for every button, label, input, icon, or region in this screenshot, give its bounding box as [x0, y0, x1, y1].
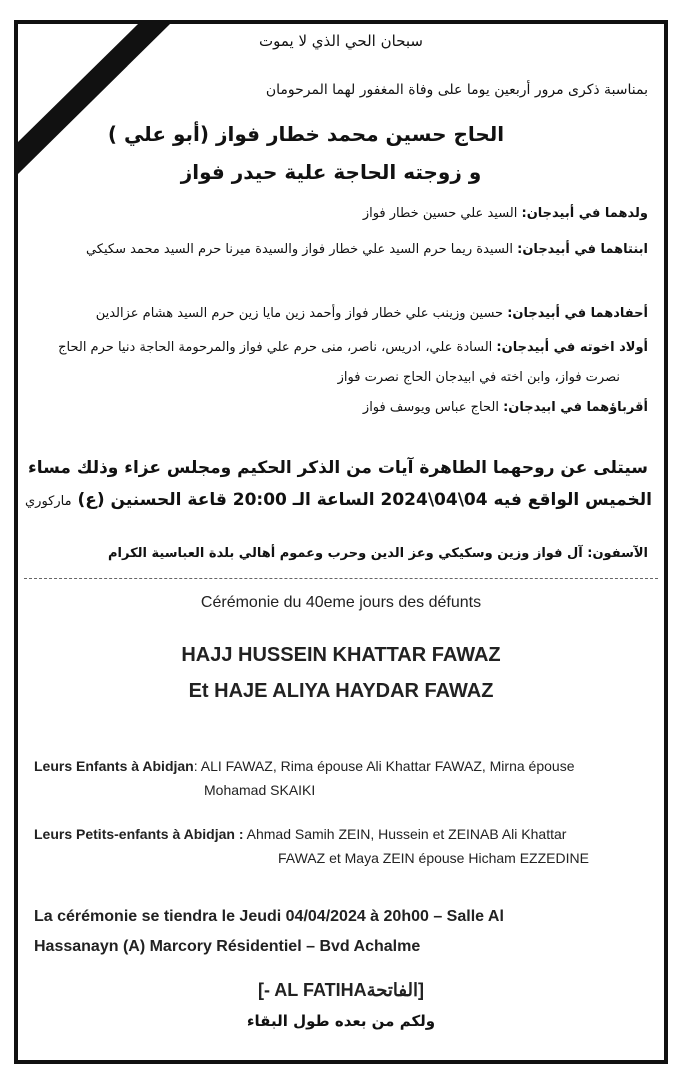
siblings-children-line-2: نصرت فواز، وابن اخته في ابيدجان الحاج نصرت فواز [337, 370, 620, 385]
fr-children-label: Leurs Enfants à Abidjan [34, 758, 194, 774]
fr-heading: Cérémonie du 40eme jours des défunts [200, 594, 482, 611]
mourners-text: آل فواز وزين وسكيكي وعز الدين وحرب وعموم أهالي بلدة العباسية الكرام [108, 546, 588, 561]
ceremony-details: الخميس الواقع فيه 04\04\2024 الساعة الـ 20:00 قاعة الحسنين (ع) [77, 490, 652, 510]
fr-name-1: HAJJ HUSSEIN KHATTAR FAWAZ [181, 644, 501, 666]
fr-ceremony-2: Hassanayn (A) Marcory Résidentiel – Bvd Achalme [34, 938, 421, 955]
fr-grandchildren-text-2: FAWAZ et Maya ZEIN épouse Hicham EZZEDINE [278, 850, 589, 866]
relatives-text: الحاج عباس ويوسف فواز [362, 400, 504, 415]
son-text: السيد علي حسين خطار فواز [362, 206, 522, 221]
deceased-name-1: الحاج حسين محمد خطار فواز (أبو علي ) [107, 122, 505, 146]
fatiha: [- AL FATIHAالفاتحة] [257, 980, 424, 1000]
relatives-line [34, 400, 648, 415]
section-separator [24, 578, 658, 579]
mourners-line [34, 546, 648, 561]
grandchildren-label: أحفادهما في أبيدجان: [507, 306, 648, 321]
fr-children-text-1: : ALI FAWAZ, Rima épouse Ali Khattar FAWAZ, Mirna épouse [193, 758, 575, 774]
ceremony-line-1: سيتلى عن روحهما الطاهرة آيات من الذكر الحكيم ومجلس عزاء وذلك مساء [28, 458, 648, 478]
son-label: ولدهما في أبيدجان: [521, 206, 648, 221]
fr-children-line [34, 758, 652, 774]
fr-grandchildren-line [34, 826, 652, 842]
daughters-label: ابنتاهما في أبيدجان: [517, 242, 648, 257]
ceremony-place: ماركوري [24, 494, 72, 509]
son-line [34, 206, 648, 221]
daughters-line [34, 242, 648, 257]
fr-grandchildren-text-1: Ahmad Samih ZEIN, Hussein et ZEINAB Ali Khattar [243, 826, 567, 842]
grandchildren-text: حسين وزينب علي خطار فواز وأحمد زين مايا زين حرم السيد هشام عزالدين [95, 306, 508, 321]
deceased-name-2: و زوجته الحاجة علية حيدر فواز [180, 160, 482, 184]
siblings-children-label: أولاد اخوته في أبيدجان: [496, 340, 648, 355]
grandchildren-line [34, 306, 648, 321]
daughters-text: السيدة ريما حرم السيد علي خطار فواز والسيدة ميرنا حرم السيد محمد سكيكي [85, 242, 518, 257]
closing-phrase: ولكم من بعده طول البقاء [246, 1012, 436, 1030]
top-phrase: سبحان الحي الذي لا يموت [259, 32, 423, 50]
fr-grandchildren-label: Leurs Petits-enfants à Abidjan : [34, 826, 244, 842]
relatives-label: أقرباؤهما في ابيدجان: [503, 400, 648, 415]
ceremony-line-2 [26, 490, 652, 510]
fr-ceremony-1: La cérémonie se tiendra le Jeudi 04/04/2024 à 20h00 – Salle Al [34, 908, 504, 925]
siblings-children-text: السادة علي، ادريس، ناصر، منى حرم علي فواز والمرحومة الحاجة دنيا حرم الحاج [58, 340, 497, 355]
fr-name-2: Et HAJE ALIYA HAYDAR FAWAZ [188, 680, 494, 702]
fr-children-text-2: Mohamad SKAIKI [204, 782, 316, 798]
siblings-children-line [34, 340, 648, 355]
intro-line: بمناسبة ذكرى مرور أربعين يوما على وفاة المغفور لهما المرحومان [265, 82, 648, 98]
mourners-label: الآسفون: [587, 546, 648, 561]
